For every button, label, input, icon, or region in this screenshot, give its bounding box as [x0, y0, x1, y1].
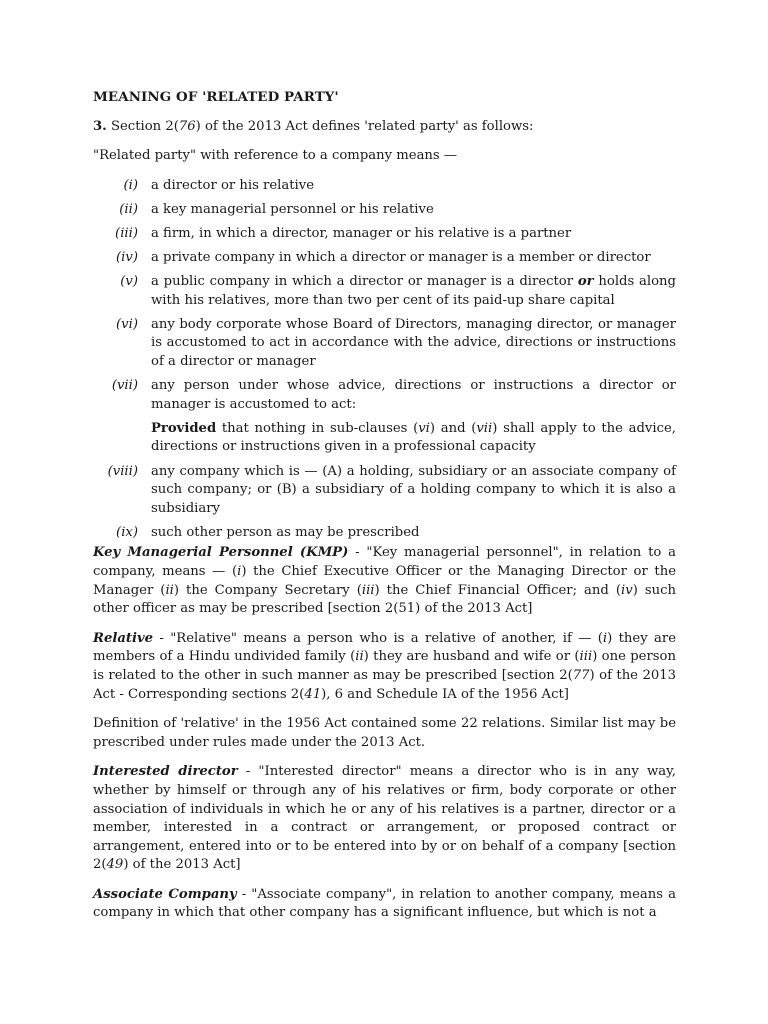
kmp-text-2: ) the Chief Executive Officer or the Managing Director or the Manager ( [93, 563, 676, 598]
kmp-ref-3: iii [361, 582, 375, 598]
clause-item [93, 463, 676, 519]
clause-item [93, 249, 676, 268]
clause-item [93, 177, 676, 196]
intro-section-ref: 76 [178, 118, 196, 134]
intro-text-b: ) of the 2013 Act defines 'related party' as follows: [195, 118, 534, 134]
relative-ref-5: 41 [304, 686, 322, 702]
clause-text-a: a public company in which a director or manager is a director [151, 274, 578, 290]
associate-company-definition [93, 886, 676, 923]
clause-marker: (v) [120, 274, 138, 290]
proviso-ref-1: vi [418, 420, 430, 436]
paragraph-number: 3. [93, 118, 107, 134]
relative-term: Relative [93, 630, 154, 646]
clause-marker: (ii) [119, 201, 138, 217]
relative-definition [93, 630, 676, 704]
kmp-text-3: ) the Company Secretary ( [173, 582, 362, 598]
clause-marker: (i) [123, 177, 138, 193]
lead-paragraph: "Related party" with reference to a company means — [93, 148, 458, 164]
interested-text-1: - "Interested director" means a director who is in any way, whether by himself or through any of his relatives or firm, body corporate or other association of individuals in which he or any of his relatives is a partner, director or a member, interested in a contract or arrangement, or proposed contract or arrangement, entered into or to be entered into by or on behalf of a company [section 2( [93, 764, 676, 873]
proviso-keyword: Provided [151, 420, 217, 436]
clause-text [151, 273, 676, 310]
intro-paragraph [93, 118, 676, 137]
clause-item [93, 225, 676, 244]
interested-director-term: Interested director [93, 764, 238, 780]
intro-text-a: Section 2( [106, 118, 179, 134]
clause-text: any person under whose advice, directions or instructions a director or manager is accustomed to act: [151, 378, 676, 412]
clause-item [93, 273, 676, 310]
related-party-clauses [93, 177, 676, 543]
relative-ref-4: 77 [572, 667, 590, 683]
clause-text: any company which is — (A) a holding, subsidiary or an associate company of such company; or (B) a subsidiary of a holding company to which it is also a subsidiary [151, 463, 676, 516]
relative-ref-2: ii [355, 649, 364, 665]
kmp-ref-1: i [237, 563, 242, 579]
kmp-ref-2: ii [165, 582, 174, 598]
clause-marker: (iv) [116, 250, 138, 266]
definition-note: Definition of 'relative' in the 1956 Act contained some 22 relations. Similar list may be prescribed under rules made under the 2013 Act. [93, 716, 676, 750]
proviso-ref-2: vii [476, 420, 493, 436]
relative-ref-1: i [602, 630, 608, 646]
clause-text-b: holds along with his relatives, more than two per cent of its paid-up share capital [151, 274, 676, 308]
relative-text-2: ) they are members of a Hindu undivided family ( [93, 630, 677, 665]
relative-text-6: ), 6 and Schedule IA of the 1956 Act] [321, 686, 569, 702]
section-heading: MEANING OF 'RELATED PARTY' [93, 89, 339, 105]
clause-item [93, 316, 676, 372]
clause-marker: (vii) [111, 378, 138, 394]
kmp-text-4: ) the Chief Financial Officer; and ( [374, 582, 622, 598]
clause-text: a director or his relative [151, 177, 315, 193]
interested-text-2: ) of the 2013 Act] [123, 857, 241, 873]
kmp-text-5: ) such other officer as may be prescribed [section 2(51) of the 2013 Act] [93, 582, 677, 617]
clause-or-emphasis: or [577, 274, 594, 290]
proviso-paragraph [151, 420, 676, 457]
clause-marker: (vi) [116, 316, 138, 332]
clause-marker: (iii) [115, 225, 138, 241]
relative-ref-3: iii [579, 649, 593, 665]
proviso-text-a: that nothing in sub-clauses ( [216, 420, 419, 436]
clause-item [93, 201, 676, 220]
proviso-text-b: ) and ( [429, 420, 477, 436]
clause-text: a private company in which a director or manager is a member or director [151, 250, 651, 266]
clause-marker: (ix) [116, 524, 138, 540]
clause-item [93, 377, 676, 414]
associate-company-term: Associate Company [93, 886, 237, 902]
associate-text-1: - "Associate company", in relation to another company, means a company in which that other company has a significant influence, but which is not a [93, 886, 676, 921]
clause-text: such other person as may be prescribed [151, 524, 420, 540]
clause-text: any body corporate whose Board of Directors, managing director, or manager is accustomed to act in accordance with the advice, directions or instructions of a director or manager [151, 316, 676, 370]
relative-text-1: - "Relative" means a person who is a relative of another, if — ( [153, 630, 603, 646]
relative-text-3: ) they are husband and wife or ( [363, 649, 580, 665]
clause-marker: (viii) [107, 463, 138, 479]
kmp-term: Key Managerial Personnel (KMP) [93, 545, 349, 561]
kmp-text-1: - "Key managerial personnel", in relation to a company, means — ( [93, 545, 676, 579]
interested-director-definition [93, 763, 676, 875]
clause-text: a firm, in which a director, manager or his relative is a partner [151, 225, 572, 241]
interested-ref-1: 49 [106, 857, 124, 873]
relative-text-5: ) of the 2013 Act - Corresponding sections 2( [93, 667, 677, 702]
clause-text: a key managerial personnel or his relative [151, 201, 434, 217]
kmp-definition [93, 544, 676, 618]
relative-text-4: ) one person is related to the other in such manner as may be prescribed [section 2( [93, 649, 676, 683]
clause-item [93, 524, 676, 543]
proviso-text-c: ) shall apply to the advice, directions or instructions given in a professional capacity [151, 420, 676, 455]
kmp-ref-4: iv [621, 582, 633, 598]
